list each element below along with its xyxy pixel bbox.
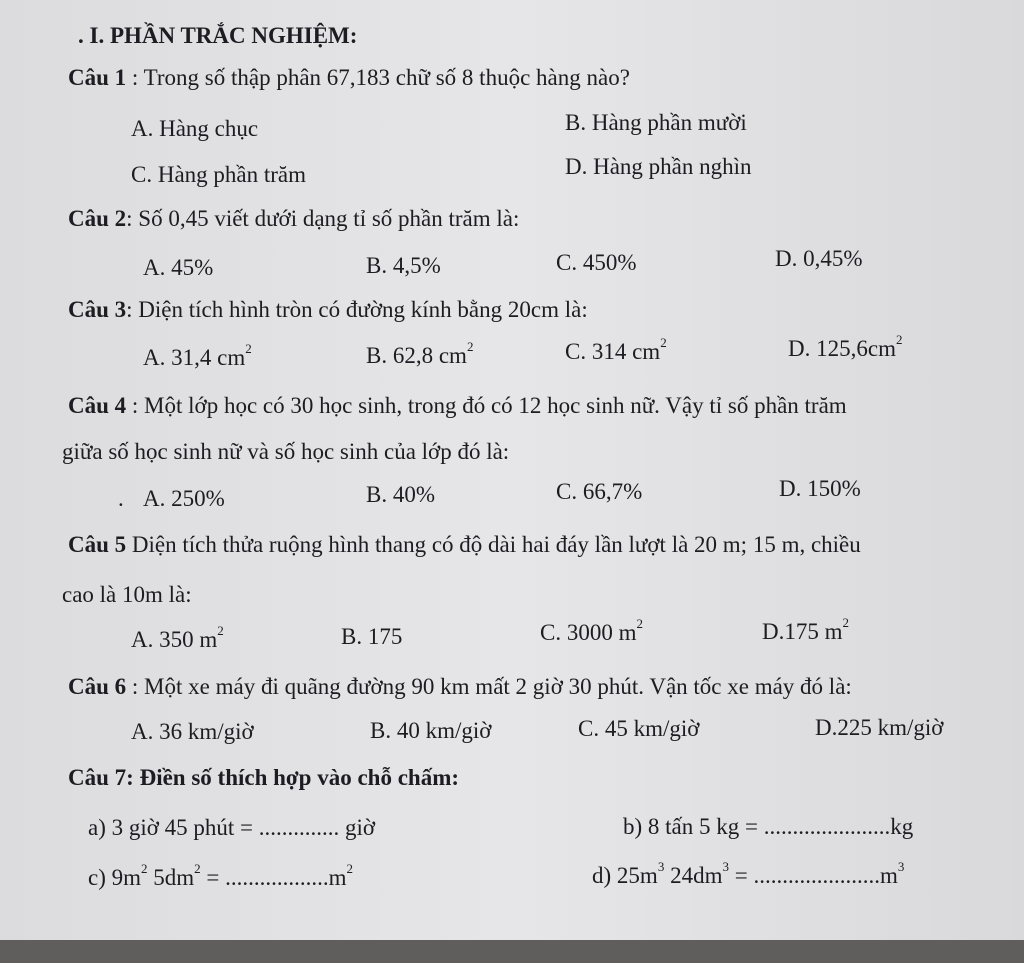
exponent: 3 xyxy=(657,859,665,874)
question-separator: : xyxy=(126,674,145,699)
q5-option-b[interactable]: B. 175 xyxy=(341,624,403,649)
question-separator: : xyxy=(126,393,145,418)
q7-item-b xyxy=(623,815,913,838)
item-prefix: b) 8 tấn 5 kg = xyxy=(623,814,764,839)
q6-option-a[interactable]: A. 36 km/giờ xyxy=(131,719,254,744)
q2-option-b[interactable]: B. 4,5% xyxy=(366,253,441,278)
option-text: D.175 m xyxy=(762,619,843,644)
question-text: Một xe máy đi quãng đường 90 km mất 2 giờ 30 phút. Vận tốc xe máy đó là: xyxy=(144,674,852,699)
exponent: 2 xyxy=(141,861,148,876)
question-5 xyxy=(68,533,861,556)
exponent: 2 xyxy=(346,861,354,876)
question-text-line1: Một lớp học có 30 học sinh, trong đó có 12 học sinh nữ. Vậy tỉ số phần trăm xyxy=(144,393,847,418)
question-text-line1: Diện tích thửa ruộng hình thang có độ dài hai đáy lần lượt là 20 m; 15 m, chiều xyxy=(126,532,861,557)
question-separator: : xyxy=(126,765,140,790)
q2-option-c[interactable]: C. 450% xyxy=(556,250,637,275)
option-text: A. 31,4 cm xyxy=(143,345,246,370)
question-2 xyxy=(68,207,519,230)
option-text: C. 314 cm xyxy=(565,339,661,364)
option-text: A. 350 m xyxy=(131,627,218,652)
q3-option-b[interactable] xyxy=(366,339,474,368)
q6-option-b[interactable]: B. 40 km/giờ xyxy=(370,718,492,743)
question-separator: : xyxy=(126,297,139,322)
answer-blank[interactable]: .............. xyxy=(258,815,340,840)
question-label: Câu 7 xyxy=(68,765,127,790)
q2-option-a[interactable]: A. 45% xyxy=(143,255,214,280)
exponent: 3 xyxy=(897,859,905,874)
question-text: Trong số thập phân 67,183 chữ số 8 thuộc hàng nào? xyxy=(143,65,630,90)
item-prefix: d) 25m xyxy=(592,863,658,888)
q3-option-a[interactable] xyxy=(143,341,252,370)
question-label: Câu 6 xyxy=(68,674,127,699)
question-text: Diện tích hình tròn có đường kính bằng 20cm là: xyxy=(138,297,588,322)
question-4-line2: giữa số học sinh nữ và số học sinh của lớp đó là: xyxy=(62,439,510,464)
q1-option-d[interactable]: D. Hàng phần nghìn xyxy=(565,154,752,179)
item-mid: 5dm xyxy=(147,865,195,890)
q4-bullet: . xyxy=(118,486,124,511)
q4-option-b[interactable]: B. 40% xyxy=(366,482,435,507)
question-separator: : xyxy=(126,206,139,231)
item-unit: kg xyxy=(890,814,914,839)
option-text: C. 3000 m xyxy=(540,620,637,645)
question-label: Câu 2 xyxy=(68,206,127,231)
q5-option-d[interactable] xyxy=(762,615,849,644)
exponent: 2 xyxy=(466,339,474,354)
q5-option-c[interactable] xyxy=(540,616,643,645)
item-unit: m xyxy=(879,863,898,888)
section-title: I. PHẦN TRẮC NGHIỆM: xyxy=(89,23,358,48)
item-prefix: a) 3 giờ 45 phút = xyxy=(88,815,259,840)
answer-blank[interactable]: ...................... xyxy=(763,814,891,839)
question-label: Câu 3 xyxy=(68,297,127,322)
q1-option-c[interactable]: C. Hàng phần trăm xyxy=(131,162,307,187)
q4-option-c[interactable]: C. 66,7% xyxy=(556,479,643,504)
exponent: 2 xyxy=(660,335,667,350)
option-text: B. 62,8 cm xyxy=(366,343,467,368)
q1-option-b[interactable]: B. Hàng phần mười xyxy=(565,110,747,135)
q7-item-d xyxy=(592,859,905,888)
question-label: Câu 5 xyxy=(68,532,127,557)
exponent: 2 xyxy=(217,623,224,638)
section-heading xyxy=(78,24,357,47)
q1-option-a[interactable]: A. Hàng chục xyxy=(131,116,259,141)
exponent: 2 xyxy=(245,341,252,356)
q7-item-a xyxy=(88,816,375,839)
question-1 xyxy=(68,66,630,89)
q6-option-d[interactable]: D.225 km/giờ xyxy=(815,715,944,740)
q6-option-c[interactable]: C. 45 km/giờ xyxy=(578,716,700,741)
question-6 xyxy=(68,675,852,698)
question-label: Câu 1 xyxy=(68,65,127,90)
exponent: 3 xyxy=(722,859,729,874)
question-text: Điền số thích hợp vào chỗ chấm: xyxy=(139,765,460,790)
question-4 xyxy=(68,394,847,417)
question-label: Câu 4 xyxy=(68,393,127,418)
item-mid: 24dm xyxy=(664,863,723,888)
question-text: Số 0,45 viết dưới dạng tỉ số phần trăm là: xyxy=(138,206,520,231)
table-surface xyxy=(0,940,1024,963)
question-3 xyxy=(68,298,588,321)
option-text: D. 125,6cm xyxy=(788,336,896,361)
exponent: 2 xyxy=(842,615,849,630)
equals-sign: = xyxy=(200,865,226,890)
q3-option-c[interactable] xyxy=(565,335,667,364)
exponent: 2 xyxy=(895,332,903,347)
section-bullet: . xyxy=(78,23,84,48)
item-unit: giờ xyxy=(339,815,376,840)
answer-blank[interactable]: .................. xyxy=(225,865,329,890)
q7-item-c xyxy=(88,861,354,890)
item-unit: m xyxy=(328,865,347,890)
item-prefix: c) 9m xyxy=(88,865,142,890)
q4-option-d[interactable]: D. 150% xyxy=(779,476,861,501)
equals-sign: = xyxy=(728,863,754,888)
q3-option-d[interactable] xyxy=(788,332,903,361)
exponent: 2 xyxy=(636,616,643,631)
q2-option-d[interactable]: D. 0,45% xyxy=(775,246,863,271)
q4-option-a[interactable]: A. 250% xyxy=(143,486,225,511)
question-separator: : xyxy=(126,65,144,90)
exponent: 2 xyxy=(194,861,201,876)
question-7 xyxy=(68,766,459,789)
answer-blank[interactable]: ...................... xyxy=(753,863,880,888)
q5-option-a[interactable] xyxy=(131,623,224,652)
question-5-line2: cao là 10m là: xyxy=(62,582,192,607)
